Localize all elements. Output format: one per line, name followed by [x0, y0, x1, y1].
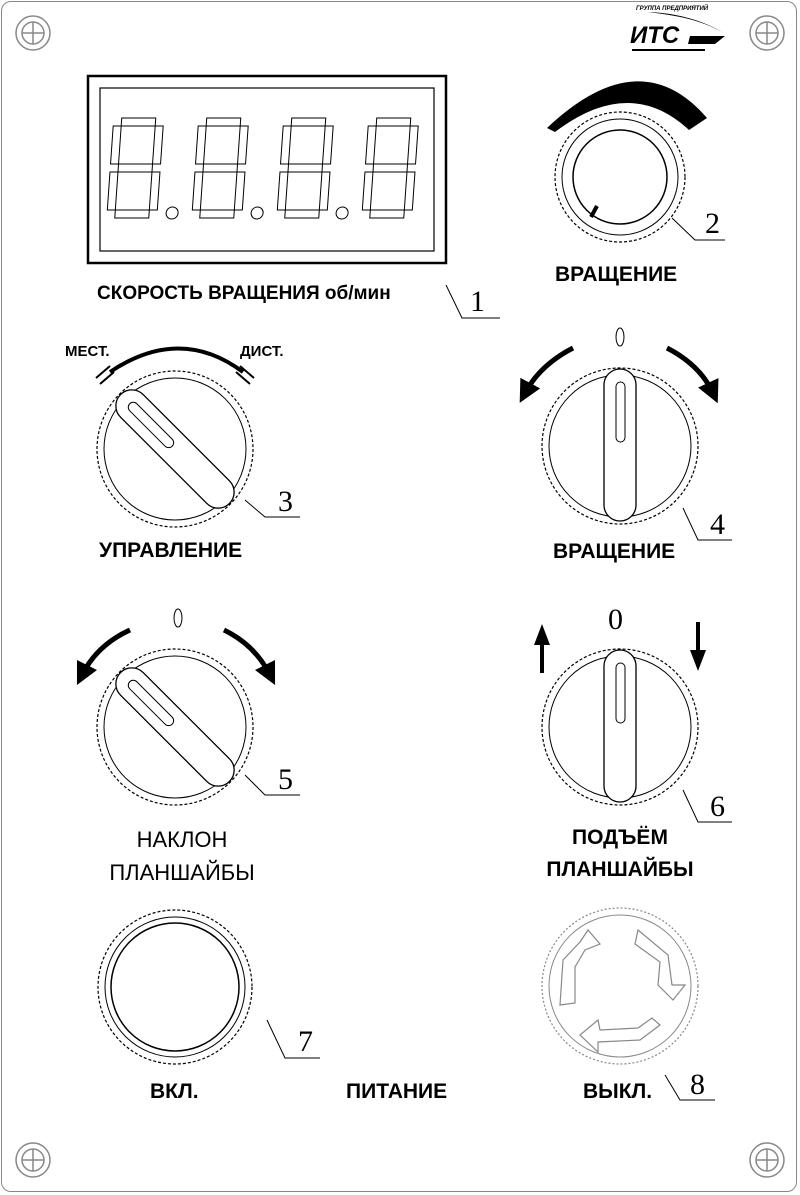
- segment: [238, 126, 249, 164]
- faceplate-lift-selector[interactable]: [542, 649, 698, 805]
- segment: [121, 118, 156, 126]
- segment: [281, 126, 292, 164]
- rotation-arrows-icon: [560, 930, 685, 1052]
- segment: [362, 172, 373, 210]
- local-position-label: МЕСТ.: [65, 343, 110, 360]
- segment: [149, 172, 160, 210]
- faceplate-lift-label: ПОДЪЁМ ПЛАНШАЙБЫ: [546, 826, 694, 881]
- callout-number: 6: [710, 790, 725, 823]
- callout-number: 4: [710, 508, 725, 541]
- callout-number: 1: [470, 285, 485, 318]
- zero-position-mark: 0: [608, 603, 623, 636]
- segment: [277, 172, 288, 210]
- segment: [203, 164, 238, 172]
- company-logo-icon: [630, 4, 725, 50]
- power-off-label: ВЫКЛ.: [583, 1080, 653, 1103]
- power-label: ПИТАНИЕ: [346, 1080, 448, 1103]
- segment: [376, 118, 411, 126]
- power-off-button[interactable]: [542, 908, 698, 1064]
- display-label: СКОРОСТЬ ВРАЩЕНИЯ об/мин: [97, 283, 391, 304]
- callout-number: 8: [690, 1068, 705, 1101]
- faceplate-tilt-label: НАКЛОН ПЛАНШАЙБЫ: [109, 827, 255, 885]
- rotation-speed-label: ВРАЩЕНИЕ: [555, 263, 678, 286]
- screw-icon: [16, 16, 50, 50]
- power-on-label: ВКЛ.: [150, 1080, 199, 1103]
- segment: [366, 126, 377, 164]
- segment: [107, 172, 118, 210]
- callout-number: 2: [705, 207, 720, 240]
- screw-icon: [750, 16, 784, 50]
- rotation-direction-label: ВРАЩЕНИЕ: [553, 540, 676, 563]
- faceplate-tilt-selector[interactable]: [97, 649, 253, 805]
- remote-position-label: ДИСТ.: [240, 343, 284, 360]
- segment: [206, 118, 241, 126]
- decimal-point: [336, 207, 349, 219]
- rotation-direction-selector[interactable]: [542, 368, 698, 524]
- segment: [196, 126, 207, 164]
- control-mode-label: УПРАВЛЕНИЕ: [99, 539, 243, 562]
- seven-segment-digits: [107, 118, 419, 219]
- segment: [115, 210, 150, 218]
- segment: [404, 172, 415, 210]
- segment: [234, 172, 245, 210]
- decimal-point: [166, 207, 179, 219]
- screw-icon: [750, 1143, 784, 1177]
- digit-4: [362, 118, 419, 218]
- power-on-button[interactable]: [98, 910, 252, 1064]
- svg-text:ИТС: ИТС: [630, 22, 680, 49]
- callout-number: 7: [298, 1025, 313, 1058]
- segment: [118, 164, 153, 172]
- segment: [153, 126, 164, 164]
- segment: [285, 210, 320, 218]
- segment: [319, 172, 330, 210]
- control-mode-selector[interactable]: [97, 371, 253, 527]
- callout-number: 3: [278, 485, 293, 518]
- segment: [408, 126, 419, 164]
- segment: [200, 210, 235, 218]
- screw-icon: [16, 1143, 50, 1177]
- segment: [111, 126, 122, 164]
- digit-2: [192, 118, 270, 219]
- segment: [288, 164, 323, 172]
- svg-text:ГРУППА ПРЕДПРИЯТИЙ: ГРУППА ПРЕДПРИЯТИЙ: [636, 6, 709, 12]
- decimal-point: [251, 207, 264, 219]
- callout-number: 5: [278, 763, 293, 796]
- segment: [370, 210, 405, 218]
- segment: [291, 118, 326, 126]
- segment: [323, 126, 334, 164]
- rotation-speed-knob[interactable]: [547, 81, 707, 242]
- digit-3: [277, 118, 355, 219]
- segment: [373, 164, 408, 172]
- digit-1: [107, 118, 185, 219]
- segment: [192, 172, 203, 210]
- rpm-display: [88, 76, 446, 263]
